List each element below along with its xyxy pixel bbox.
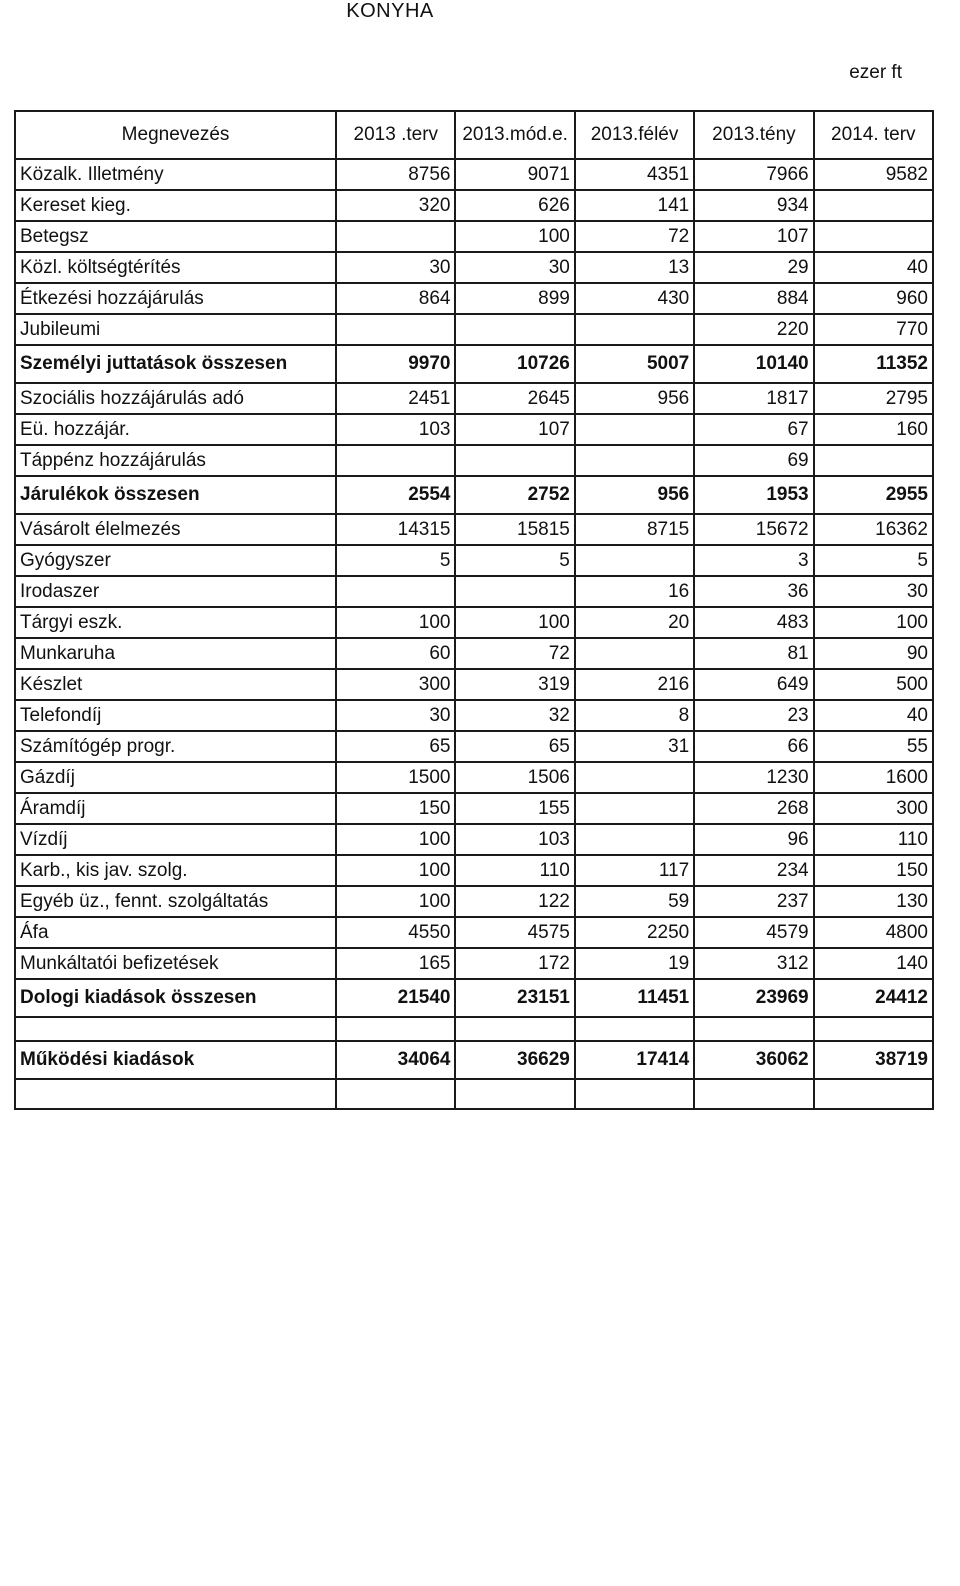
cell-value: 160 <box>814 414 933 445</box>
cell-value: 1230 <box>694 762 813 793</box>
row-label: Munkaruha <box>15 638 336 669</box>
cell-value: 29 <box>694 252 813 283</box>
table-row <box>15 1079 933 1109</box>
cell-value: 40 <box>814 252 933 283</box>
row-label: Munkáltatói befizetések <box>15 948 336 979</box>
table-row <box>15 576 933 607</box>
cell-value: 30 <box>336 252 455 283</box>
header-2013-felev: 2013.félév <box>575 111 694 159</box>
cell-value: 14315 <box>336 514 455 545</box>
cell-value: 11451 <box>575 979 694 1017</box>
cell-value: 956 <box>575 383 694 414</box>
cell-value <box>814 1017 933 1041</box>
table-row <box>15 824 933 855</box>
cell-value: 864 <box>336 283 455 314</box>
cell-value: 16362 <box>814 514 933 545</box>
cell-value: 300 <box>336 669 455 700</box>
cell-value: 72 <box>575 221 694 252</box>
cell-value: 1600 <box>814 762 933 793</box>
cell-value: 90 <box>814 638 933 669</box>
cell-value <box>575 638 694 669</box>
cell-value <box>455 314 574 345</box>
row-label: Gázdíj <box>15 762 336 793</box>
cell-value: 30 <box>814 576 933 607</box>
cell-value: 10140 <box>694 345 813 383</box>
cell-value: 24412 <box>814 979 933 1017</box>
cell-value: 150 <box>814 855 933 886</box>
cell-value: 2955 <box>814 476 933 514</box>
cell-value <box>575 793 694 824</box>
cell-value <box>575 445 694 476</box>
unit-label: ezer ft <box>849 62 902 83</box>
cell-value: 100 <box>336 886 455 917</box>
row-label <box>15 1079 336 1109</box>
table-row <box>15 886 933 917</box>
cell-value: 8715 <box>575 514 694 545</box>
table-row <box>15 383 933 414</box>
cell-value: 117 <box>575 855 694 886</box>
cell-value <box>575 824 694 855</box>
row-label: Jubileumi <box>15 314 336 345</box>
row-label: Vásárolt élelmezés <box>15 514 336 545</box>
cell-value: 31 <box>575 731 694 762</box>
cell-value: 626 <box>455 190 574 221</box>
cell-value: 11352 <box>814 345 933 383</box>
row-label: Betegsz <box>15 221 336 252</box>
cell-value: 107 <box>455 414 574 445</box>
cell-value: 320 <box>336 190 455 221</box>
row-label: Eü. hozzájár. <box>15 414 336 445</box>
row-label: Működési kiadások <box>15 1041 336 1079</box>
row-label: Dologi kiadások összesen <box>15 979 336 1017</box>
cell-value: 960 <box>814 283 933 314</box>
header-2013-mod: 2013.mód.e. <box>455 111 574 159</box>
cell-value <box>455 1079 574 1109</box>
cell-value: 430 <box>575 283 694 314</box>
table-body <box>15 159 933 1109</box>
table-row <box>15 855 933 886</box>
cell-value: 20 <box>575 607 694 638</box>
table-row <box>15 731 933 762</box>
cell-value: 17414 <box>575 1041 694 1079</box>
cell-value: 10726 <box>455 345 574 383</box>
cell-value: 1500 <box>336 762 455 793</box>
row-label: Szociális hozzájárulás adó <box>15 383 336 414</box>
cell-value: 2795 <box>814 383 933 414</box>
cell-value: 103 <box>336 414 455 445</box>
cell-value: 268 <box>694 793 813 824</box>
cell-value <box>455 1017 574 1041</box>
cell-value: 2752 <box>455 476 574 514</box>
cell-value: 60 <box>336 638 455 669</box>
cell-value: 8756 <box>336 159 455 190</box>
page-title: KONYHA <box>346 0 434 22</box>
row-label: Kereset kieg. <box>15 190 336 221</box>
cell-value <box>455 576 574 607</box>
cell-value <box>336 221 455 252</box>
table-row <box>15 948 933 979</box>
cell-value: 934 <box>694 190 813 221</box>
header-row <box>15 111 933 159</box>
cell-value: 150 <box>336 793 455 824</box>
table-row <box>15 314 933 345</box>
table-row <box>15 190 933 221</box>
row-label: Számítógép progr. <box>15 731 336 762</box>
cell-value <box>575 545 694 576</box>
cell-value: 100 <box>455 221 574 252</box>
cell-value: 65 <box>455 731 574 762</box>
table-row-total <box>15 345 933 383</box>
cell-value: 30 <box>455 252 574 283</box>
cell-value: 165 <box>336 948 455 979</box>
cell-value: 40 <box>814 700 933 731</box>
cell-value: 5 <box>455 545 574 576</box>
cell-value: 3 <box>694 545 813 576</box>
cell-value <box>336 1017 455 1041</box>
cell-value <box>814 221 933 252</box>
cell-value: 2250 <box>575 917 694 948</box>
table-row <box>15 607 933 638</box>
cell-value <box>814 190 933 221</box>
cell-value: 483 <box>694 607 813 638</box>
table-row <box>15 700 933 731</box>
cell-value: 899 <box>455 283 574 314</box>
cell-value: 5007 <box>575 345 694 383</box>
cell-value: 100 <box>336 607 455 638</box>
cell-value <box>336 314 455 345</box>
cell-value: 172 <box>455 948 574 979</box>
cell-value: 234 <box>694 855 813 886</box>
budget-table <box>14 110 934 1110</box>
cell-value: 884 <box>694 283 813 314</box>
table-row <box>15 762 933 793</box>
row-label: Személyi juttatások összesen <box>15 345 336 383</box>
cell-value: 5 <box>814 545 933 576</box>
cell-value <box>336 1079 455 1109</box>
row-label: Egyéb üz., fennt. szolgáltatás <box>15 886 336 917</box>
cell-value: 649 <box>694 669 813 700</box>
cell-value <box>575 414 694 445</box>
cell-value: 4579 <box>694 917 813 948</box>
cell-value: 15672 <box>694 514 813 545</box>
cell-value: 4351 <box>575 159 694 190</box>
cell-value: 110 <box>455 855 574 886</box>
cell-value <box>814 445 933 476</box>
row-label: Táppénz hozzájárulás <box>15 445 336 476</box>
cell-value: 216 <box>575 669 694 700</box>
cell-value <box>694 1079 813 1109</box>
cell-value: 69 <box>694 445 813 476</box>
cell-value: 103 <box>455 824 574 855</box>
cell-value: 140 <box>814 948 933 979</box>
row-label <box>15 1017 336 1041</box>
header-2013-terv: 2013 .terv <box>336 111 455 159</box>
row-label: Karb., kis jav. szolg. <box>15 855 336 886</box>
cell-value <box>575 1079 694 1109</box>
cell-value: 110 <box>814 824 933 855</box>
cell-value: 23151 <box>455 979 574 1017</box>
cell-value <box>814 1079 933 1109</box>
cell-value: 2554 <box>336 476 455 514</box>
table-row <box>15 1017 933 1041</box>
row-label: Áramdíj <box>15 793 336 824</box>
cell-value: 19 <box>575 948 694 979</box>
cell-value <box>575 314 694 345</box>
cell-value: 9071 <box>455 159 574 190</box>
cell-value <box>336 445 455 476</box>
cell-value: 55 <box>814 731 933 762</box>
cell-value: 4550 <box>336 917 455 948</box>
table-row <box>15 221 933 252</box>
row-label: Tárgyi eszk. <box>15 607 336 638</box>
cell-value: 15815 <box>455 514 574 545</box>
cell-value: 30 <box>336 700 455 731</box>
cell-value: 23969 <box>694 979 813 1017</box>
cell-value: 7966 <box>694 159 813 190</box>
cell-value: 956 <box>575 476 694 514</box>
table-row <box>15 638 933 669</box>
table-row <box>15 793 933 824</box>
header-2014-terv: 2014. terv <box>814 111 933 159</box>
cell-value: 312 <box>694 948 813 979</box>
cell-value: 100 <box>814 607 933 638</box>
table-row <box>15 514 933 545</box>
cell-value: 8 <box>575 700 694 731</box>
cell-value: 319 <box>455 669 574 700</box>
cell-value: 141 <box>575 190 694 221</box>
cell-value: 96 <box>694 824 813 855</box>
row-label: Járulékok összesen <box>15 476 336 514</box>
row-label: Közl. költségtérítés <box>15 252 336 283</box>
cell-value: 5 <box>336 545 455 576</box>
cell-value: 1506 <box>455 762 574 793</box>
row-label: Irodaszer <box>15 576 336 607</box>
cell-value: 1817 <box>694 383 813 414</box>
cell-value: 1953 <box>694 476 813 514</box>
cell-value: 67 <box>694 414 813 445</box>
table-row-total <box>15 476 933 514</box>
row-label: Étkezési hozzájárulás <box>15 283 336 314</box>
cell-value: 2451 <box>336 383 455 414</box>
cell-value <box>575 762 694 793</box>
cell-value <box>694 1017 813 1041</box>
row-label: Telefondíj <box>15 700 336 731</box>
table-row <box>15 669 933 700</box>
cell-value: 237 <box>694 886 813 917</box>
table-row <box>15 917 933 948</box>
table-row-total <box>15 1041 933 1079</box>
table-row <box>15 414 933 445</box>
table-row <box>15 445 933 476</box>
cell-value: 4575 <box>455 917 574 948</box>
row-label: Gyógyszer <box>15 545 336 576</box>
table-row <box>15 159 933 190</box>
cell-value: 100 <box>455 607 574 638</box>
cell-value: 107 <box>694 221 813 252</box>
cell-value <box>575 1017 694 1041</box>
cell-value: 9970 <box>336 345 455 383</box>
row-label: Közalk. Illetmény <box>15 159 336 190</box>
cell-value: 36 <box>694 576 813 607</box>
cell-value: 72 <box>455 638 574 669</box>
row-label: Áfa <box>15 917 336 948</box>
cell-value: 36062 <box>694 1041 813 1079</box>
cell-value: 13 <box>575 252 694 283</box>
table-row-total <box>15 979 933 1017</box>
cell-value: 59 <box>575 886 694 917</box>
row-label: Vízdíj <box>15 824 336 855</box>
header-name: Megnevezés <box>15 111 336 159</box>
cell-value <box>455 445 574 476</box>
cell-value: 32 <box>455 700 574 731</box>
table-row <box>15 545 933 576</box>
cell-value: 81 <box>694 638 813 669</box>
cell-value: 770 <box>814 314 933 345</box>
cell-value <box>336 576 455 607</box>
table-row <box>15 283 933 314</box>
cell-value: 500 <box>814 669 933 700</box>
table-row <box>15 252 933 283</box>
cell-value: 2645 <box>455 383 574 414</box>
header-2013-teny: 2013.tény <box>694 111 813 159</box>
cell-value: 220 <box>694 314 813 345</box>
cell-value: 21540 <box>336 979 455 1017</box>
cell-value: 65 <box>336 731 455 762</box>
cell-value: 100 <box>336 855 455 886</box>
cell-value: 100 <box>336 824 455 855</box>
cell-value: 9582 <box>814 159 933 190</box>
cell-value: 36629 <box>455 1041 574 1079</box>
cell-value: 34064 <box>336 1041 455 1079</box>
cell-value: 4800 <box>814 917 933 948</box>
cell-value: 23 <box>694 700 813 731</box>
cell-value: 130 <box>814 886 933 917</box>
cell-value: 300 <box>814 793 933 824</box>
cell-value: 66 <box>694 731 813 762</box>
row-label: Készlet <box>15 669 336 700</box>
cell-value: 122 <box>455 886 574 917</box>
cell-value: 155 <box>455 793 574 824</box>
cell-value: 38719 <box>814 1041 933 1079</box>
cell-value: 16 <box>575 576 694 607</box>
